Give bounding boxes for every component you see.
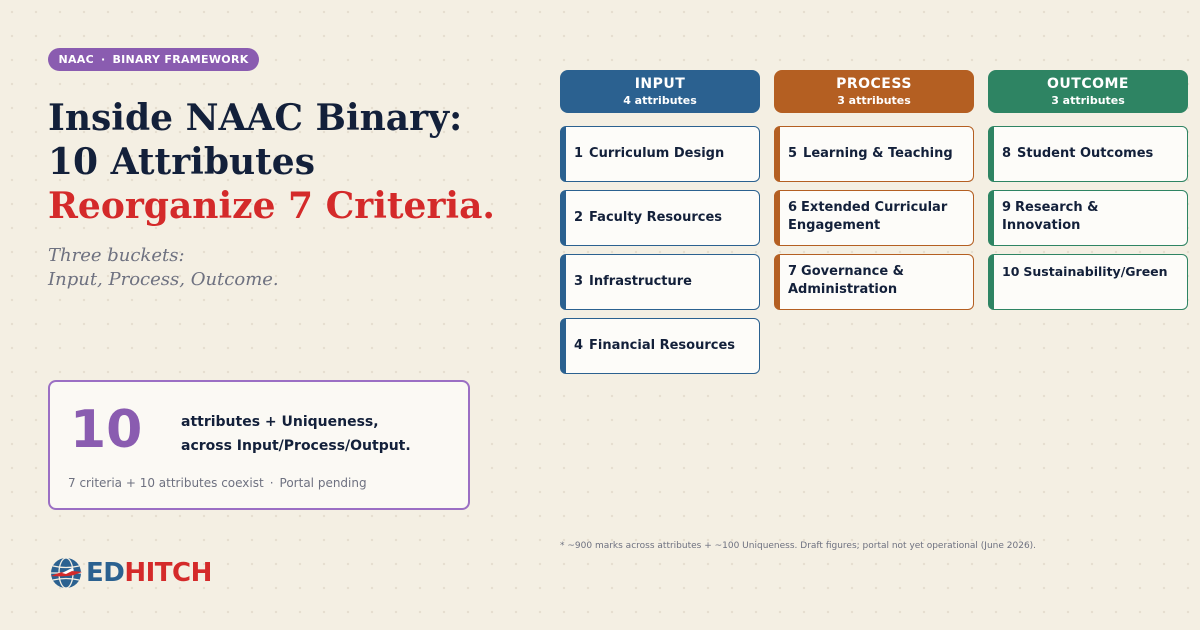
- column-header-input: [560, 70, 760, 113]
- column-count: 4 attributes: [623, 93, 697, 107]
- stat-footnote: [68, 476, 367, 490]
- logo-part-1: ED: [86, 558, 125, 588]
- attribute-number: 3: [574, 274, 584, 289]
- stat-foot-separator: ·: [269, 476, 274, 490]
- column-title: INPUT: [634, 75, 686, 92]
- attribute-number: 7: [788, 264, 798, 279]
- attribute-label: Extended Curricular Engagement: [788, 200, 948, 233]
- attribute-number: 8: [1002, 146, 1012, 161]
- attribute-text: [1002, 199, 1152, 235]
- badge-separator: ·: [100, 53, 106, 66]
- logo-text: [86, 558, 212, 588]
- attribute-card-2: [560, 190, 760, 246]
- column-title: OUTCOME: [1047, 75, 1129, 92]
- attribute-card-6: [774, 190, 974, 246]
- attribute-label: Financial Resources: [589, 338, 736, 353]
- attribute-label: Sustainability/Green: [1023, 264, 1168, 279]
- attribute-card-9: [988, 190, 1188, 246]
- title-line-1: Inside NAAC Binary:: [48, 97, 463, 139]
- stat-line-1: attributes + Uniqueness,: [181, 414, 379, 430]
- subtitle: [48, 244, 468, 292]
- attribute-text: [788, 199, 965, 235]
- attribute-label: Governance & Administration: [788, 264, 905, 297]
- column-title: PROCESS: [836, 75, 912, 92]
- logo-part-2: HITCH: [124, 558, 212, 588]
- attribute-number: 9: [1002, 200, 1012, 215]
- category-badge: [48, 48, 259, 71]
- attribute-number: 1: [574, 146, 584, 161]
- attribute-label: Faculty Resources: [589, 210, 722, 225]
- attribute-label: Student Outcomes: [1017, 146, 1154, 161]
- attribute-text: [788, 263, 965, 299]
- stat-card: [48, 380, 470, 510]
- subtitle-line-1: Three buckets:: [48, 245, 185, 266]
- attribute-card-4: [560, 318, 760, 374]
- page-title: [48, 96, 548, 228]
- badge-left: NAAC: [58, 53, 94, 66]
- attribute-number: 2: [574, 210, 584, 225]
- footnote: * ~900 marks across attributes + ~100 Uniqueness. Draft figures; portal not yet operational (June 2026).: [560, 541, 1037, 551]
- stat-description: [181, 410, 461, 458]
- attribute-text: [1002, 263, 1168, 281]
- attribute-card-3: [560, 254, 760, 310]
- stat-line-2: across Input/Process/Output.: [181, 438, 411, 454]
- globe-with-plane-icon: [48, 555, 84, 591]
- attribute-number: 4: [574, 338, 584, 353]
- edhitch-logo: [48, 555, 212, 591]
- stat-foot-right: Portal pending: [279, 476, 367, 490]
- stat-number: 10: [70, 400, 143, 460]
- attribute-label: Curriculum Design: [589, 146, 725, 161]
- attribute-number: 5: [788, 146, 798, 161]
- attribute-card-8: [988, 126, 1188, 182]
- attribute-number: 6: [788, 200, 798, 215]
- column-count: 3 attributes: [837, 93, 911, 107]
- attribute-label: Infrastructure: [589, 274, 692, 289]
- attribute-label: Learning & Teaching: [803, 146, 953, 161]
- attribute-number: 10: [1002, 264, 1020, 279]
- column-header-outcome: [988, 70, 1188, 113]
- badge-right: BINARY FRAMEWORK: [112, 53, 249, 66]
- attribute-card-7: [774, 254, 974, 310]
- stat-foot-left: 7 criteria + 10 attributes coexist: [68, 476, 264, 490]
- attribute-label: Research & Innovation: [1002, 200, 1099, 233]
- attribute-card-5: [774, 126, 974, 182]
- title-line-3: Reorganize 7 Criteria.: [48, 185, 495, 227]
- title-line-2: 10 Attributes: [48, 141, 315, 183]
- column-header-process: [774, 70, 974, 113]
- attribute-card-10: [988, 254, 1188, 310]
- subtitle-line-2: Input, Process, Outcome.: [48, 269, 279, 290]
- column-count: 3 attributes: [1051, 93, 1125, 107]
- attribute-card-1: [560, 126, 760, 182]
